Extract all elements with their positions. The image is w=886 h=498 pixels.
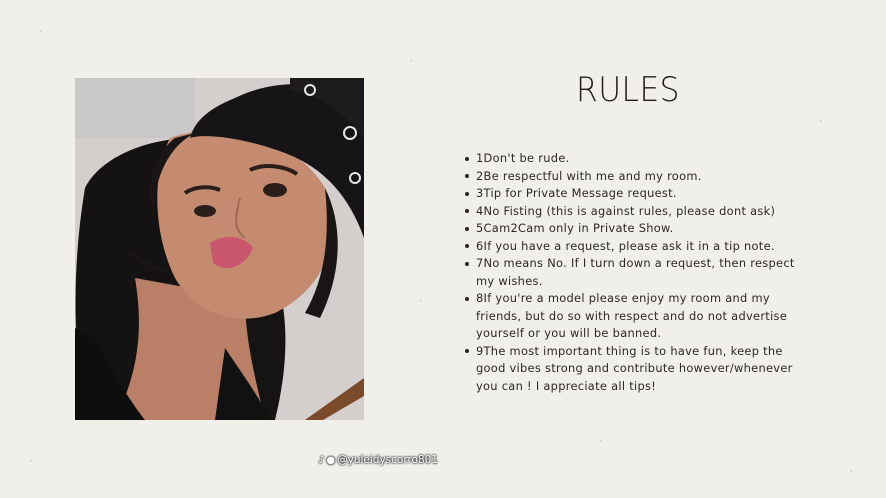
- list-item: [476, 255, 806, 290]
- bullet-icon: [465, 244, 469, 248]
- texture-speck: [420, 300, 422, 302]
- bullet-icon: [465, 227, 469, 231]
- list-item: [476, 150, 806, 168]
- texture-speck: [820, 120, 822, 122]
- tiktok-icon: ♪: [318, 455, 325, 466]
- rule-text: 3Tip for Private Message request.: [476, 186, 677, 200]
- list-item: [476, 185, 806, 203]
- bullet-icon: [465, 157, 469, 161]
- bullet-icon: [465, 262, 469, 266]
- texture-speck: [30, 460, 32, 462]
- page-title: RULES: [576, 70, 680, 110]
- rules-list: [476, 150, 806, 395]
- rule-text: 9The most important thing is to have fun, keep the good vibes strong and contribute however/whenever you can ! I appreciate all tips!: [476, 343, 793, 393]
- rule-text: 2Be respectful with me and my room.: [476, 168, 702, 183]
- rule-text: 5Cam2Cam only in Private Show.: [476, 221, 674, 235]
- texture-speck: [40, 30, 42, 32]
- list-item: [476, 343, 806, 396]
- bullet-icon: [465, 349, 469, 353]
- texture-speck: [410, 60, 412, 62]
- rule-text: 4No Fisting (this is against rules, please dont ask): [476, 203, 776, 218]
- list-item: [476, 168, 806, 186]
- list-item: [476, 290, 806, 343]
- list-item: [476, 238, 806, 256]
- list-item: [476, 203, 806, 221]
- bullet-icon: [465, 192, 469, 196]
- rule-text: 1Don't be rude.: [476, 151, 570, 165]
- rule-text: 6If you have a request, please ask it in a tip note.: [476, 238, 775, 253]
- texture-speck: [850, 470, 852, 472]
- portrait-illustration: [75, 78, 364, 420]
- rule-text: 7No means No. If I turn down a request, then respect my wishes.: [476, 256, 795, 288]
- list-item: [476, 220, 806, 238]
- profile-photo: [75, 78, 439, 466]
- bullet-icon: [465, 174, 469, 178]
- bullet-icon: [465, 209, 469, 213]
- watermark-handle: @yuleidyscorro801: [337, 454, 439, 466]
- rule-text: 8If you're a model please enjoy my room and my friends, but do so with respect and do not advertise yourself or you will be banned.: [476, 291, 788, 340]
- photo-watermark: [318, 454, 438, 466]
- texture-speck: [600, 440, 602, 442]
- bullet-icon: [465, 297, 469, 301]
- user-icon: ●: [326, 455, 336, 466]
